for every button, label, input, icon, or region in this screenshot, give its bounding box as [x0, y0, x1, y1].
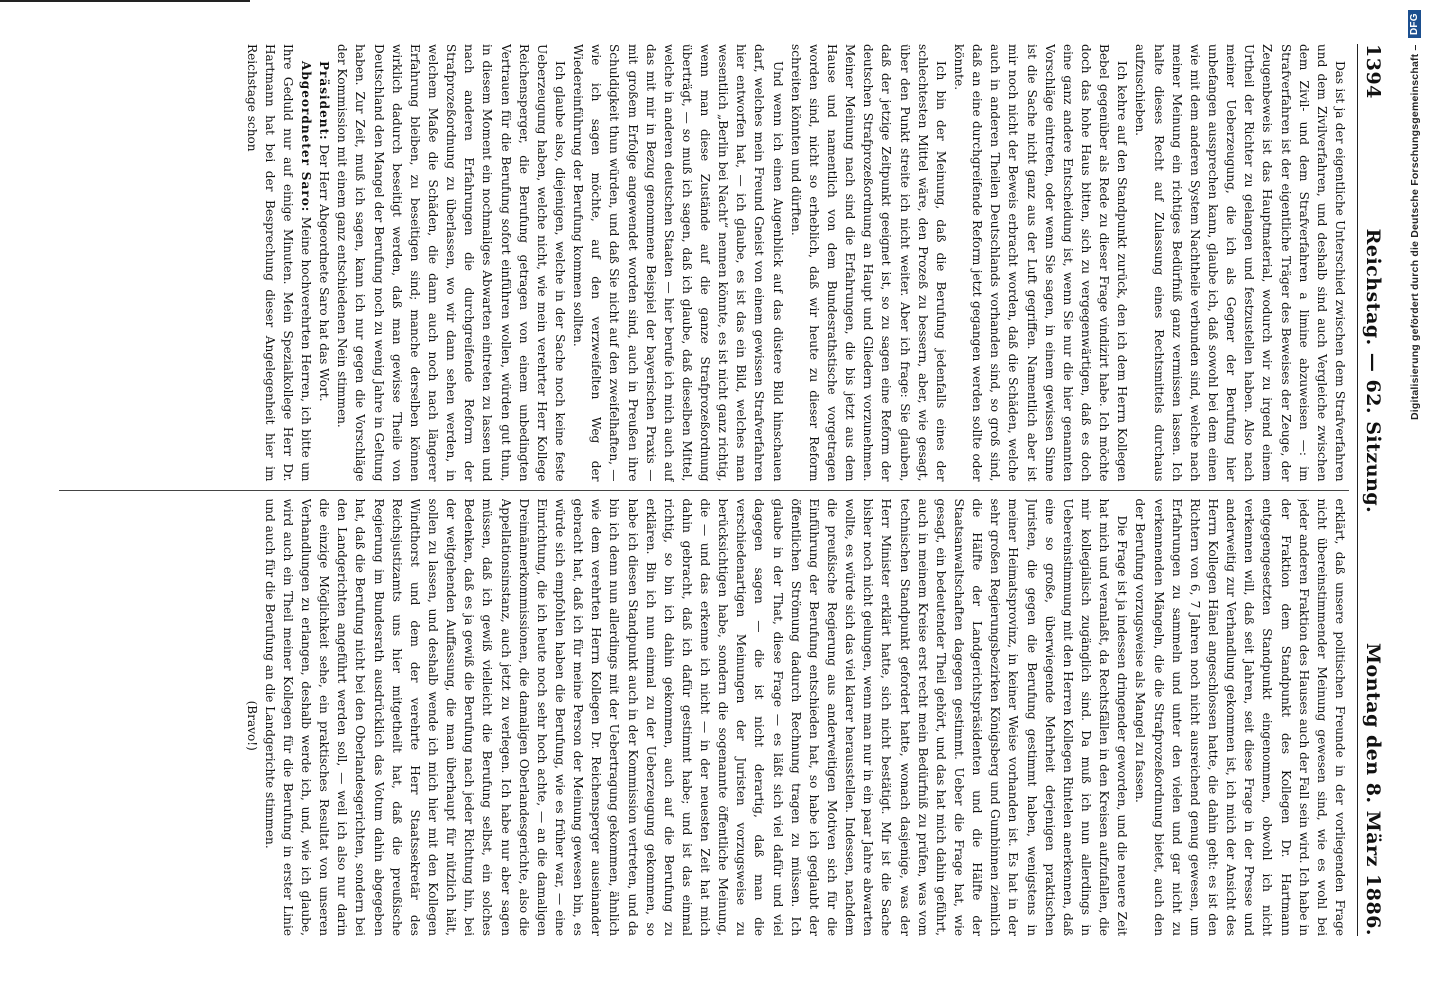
right-paragraph: erklärt, daß unsere politischen Freunde in der vorliegenden Frage nicht übereinstimmender Meinung gewesen sind, wie es wohl bei jeder anderen Fraktion des Hauses auch der Fall sein wird. Ich habe in der Fraktion dem Standpunkt des Kollegen Dr. Hartmann entgegengesetzten Standpunkt eingenommen, obwohl ich nicht verkennen will, daß seit Jahren, seit diese Frage in der Presse und anderweitig zur Verhandlung gekommen ist, ich mich der Ansicht des Herrn Kollegen Hänel angeschlossen hatte, die dahin geht: es ist den Richtern von 6, 7 Jahren noch nicht ausreichend genug gewesen, um Erfahrungen zu sammeln und unter den vielen und gar nicht zu verkennenden Mängeln, die die Strafprozeßordnung bietet, auch den der Berufung vorzugsweise als Mangel zu fassen. — [1133, 498, 1347, 936]
left-paragraph: Ich glaube also, diejenigen, welche in der Sache noch keine feste Ueberzeugung haben, welche nicht, wie mein verehrter Herr Kollege Reichensperger, die Berufung getragen von einem unbedingten Vertrauen für die Berufung sofort einführen wollen, würden gut thun, in diesem Moment ein nochmaliges Abwarten eintreten zu lassen und nach anderen Erfahrungen die durchgreifende Reform der Strafprozeßordnung zu überlassen, wo wir dann sehen werden, in welchem Maße die Schäden, die dann auch noch nach längerer Erfahrung bleiben, zu beseitigen sind; manche derselben können wirklich dadurch beseitigt werden, daß man gewisse Theile von Deutschland den Mangel der Berufung noch zu wenig Jahre in Geltung haben. Zur Zeit, muß ich sagen, kann ich nur gegen die Vorschläge der Kommission mit einem ganz entschiedenen Nein stimmen. — [335, 44, 567, 482]
left-paragraph: Ich bin der Meinung, daß die Berufung jedenfalls eines der schlechtesten Mittel wäre, den Prozeß zu bessern, aber, wie gesagt, über den Punkt streite ich nicht weiter. Aber ich frage: Sie glauben, daß der jetzige Zeitpunkt geeignet ist, so zu sagen eine Reform der deutschen Strafprozeßordnung an Haupt und Gliedern vorzunehmen. Meiner Meinung nach sind die Erfahrungen, die bis jetzt aus dem Hause und namentlich von dem Bundesrathstische vorgetragen worden sind, nicht so erheblich, daß wir heute zu dieser Reform schreiten könnten und dürften. — [788, 44, 948, 482]
speaker-paragraph — [242, 44, 315, 482]
sitting-date: Montag den 8. März 1886. — [1362, 642, 1384, 936]
dfg-logo: DFG — [1408, 10, 1421, 38]
running-head — [1357, 44, 1384, 936]
left-paragraph: Ich kehre auf den Standpunkt zurück, den ich dem Herrn Kollegen Bebel gegenüber als Rede zu dieser Frage vindizirt habe. Ich möchte doch das hohe Haus bitten, sich zu vergegenwärtigen, daß es doch eine ganz andere Entscheidung ist, wenn Sie nur die hier genannten Vorschläge eintreten, oder wenn Sie sagen, in einem gewissen Sinne ist die Sache nicht ganz aus der Luft gegriffen. Namentlich aber ist mir noch nicht der Beweis erbracht worden, daß die Schäden, welche auch in anderen Theilen Deutschlands vorhanden sind, so groß sind, daß an eine durchgreifende Reform jetzt gegangen werden sollte oder könnte. — [952, 44, 1130, 482]
president-label: Präsident: — [317, 60, 332, 141]
column-divider — [59, 490, 1349, 491]
page-number: 1394 — [1362, 44, 1384, 99]
text-columns — [59, 44, 1349, 936]
speaker-label: Abgeordneter Saro: — [298, 60, 313, 213]
digitization-credit — [1408, 10, 1430, 870]
speaker-text: Meine hochverehrten Herren, ich bitte um Ihre Geduld nur auf einige Minuten. Mein Spezialkollege Herr Dr. Hartmann hat bei der Besprechung dieser Angelegenheit hier im Reichstage schon — [244, 44, 313, 482]
right-paragraph: Die Frage ist ja indessen dringender geworden, und die neuere Zeit hat mich und veranlaßt, da Rechtsfällen in den Kreisen aufzufallen, die mir kollegialisch zugänglich sind. Da muß ich nun allerdings in Uebereinstimmung mit den Herren Kollegen Rintelen anerkennen, daß eine so große, überwiegende Mehrheit derjenigen praktischen Juristen, die gegen die Berufung gestimmt haben, wenigstens in meiner Heimatsprovinz, in keiner Weise vorhanden ist. Es hat in der sehr großen Regierungsbezirken Königsberg und Gumbinnen ziemlich die Hälfte der Landgerichtspräsidenten und die Hälfte der Staatsanwaltschaften dagegen gestimmt. Ueber die Frage hat, wie gesagt, ein bedeutender Theil gehört, und das hat mich dahin geführt, auch in meinem Kreise erst recht mein Bedürfniß zu prüfen, was vom technischen Standpunkt gefordert hatte, wonach dasjenige, was der Herr Minister erklärt hatte, sich nicht bestätigt. Mir ist die Sache bisher noch nicht gelungen, wenn man nur in ein paar Jahre abwarten wollte, es würde sich das viel klarer herausstellen. Indessen, nachdem die preußische Regierung aus anderweitigen Motiven sich für die Einführung der Berufung entschieden hat, so habe ich geglaubt der öffentlichen Strömung dadurch Rechnung tragen zu müssen. Ich glaube in der That, diese Frage — es läßt sich viel dafür und viel dagegen sagen — die ist nicht derartig, daß man die verschiedenartigen Meinungen der Juristen vorzugsweise zu berücksichtigen habe, sondern die sogenannte öffentliche Meinung, die — und das erkenne ich nicht — in der neuesten Zeit hat mich dahin gebracht, daß ich dafür gestimmt habe; und ist das einmal richtig, so bin ich dahin gekommen, auch auf die Berufung zu erklären. Bin ich nun einmal zu der Ueberzeugung gekommen, so habe ich diesen Standpunkt auch in der Kommission vertreten, und da bin ich denn nun allerdings mit der Uebertragung gekommen, ähnlich wie dem verehrten Herrn Kollegen Dr. Reichensperger auseinander gebracht hat, daß ich für meine Person der Meinung gewesen bin, es würde sich empfohlen haben die Berufung, wie es früher war, — eine Einrichtung, die ich heute noch sehr hoch achte, — an die damaligen Dreimännerkommissionen, die damaligen Oberlandesgerichte, also die Appellationsinstanz, auch jetzt zu verlegen. Ich habe nur aber sagen müssen, daß ich gewiß vielleicht die Berufung selbst, ein solches Bedenken, daß es ja gewiß die Berufung nach jeder Richtung hin, bei der weitgehenden Auffassung, die man überhaupt für nützlich hält, sollen zu lassen, und deshalb wende ich mich hier mit den Kollegen Windthorst und dem der verehrte Herr Staatssekretär des Reichsjustizamts uns hier mitgetheilt hat, daß die preußische Regierung im Bundesrath ausdrücklich das Votum dahin abgegeben hat, daß die Berufung nicht bei den Oberlandesgerichten, sondern bei den Landgerichten angeführt werden soll, — weil ich also nur darin die einzige Möglichkeit sehe, ein praktisches Resultat von unseren Verhandlungen zu erlangen, deshalb werde ich, und, wie ich glaube, wird auch ein Theil meiner Kollegen für die Berufung in erster Linie und auch für die Berufung an die Landgerichte stimmen. — [262, 498, 1130, 936]
left-paragraph: Und wenn ich einen Augenblick auf das düstere Bild hinschauen darf, welches mein Freund Gneist von einem gewissen Strafverfahren hier entworfen hat, — ich glaube, es ist das ein Bild, welches man wesentlich „Berlin bei Nacht“ nennen könnte, es ist nicht ganz richtig, wenn man diese Zustände auf die ganze Strafprozeßordnung überträgt, — so muß ich sagen, daß ich glaube, daß dieselben Mittel, welche in anderen deutschen Staaten — hier berufe ich mich auch auf das mit mir in Bezug genommene Beispiel der bayerischen Praxis — mit großem Erfolge angewendet worden sind, auch in Preußen ihre Schuldigkeit thun würden, und daß Sie nicht auf den zweifelhaften, — wie ich sagen möchte, auf den verzweifelten Weg der Wiedereinführung der Berufung kommen sollten. — [571, 44, 785, 482]
left-paragraph: Das ist ja der eigentliche Unterschied zwischen dem Strafverfahren und dem Zivilverfahren, und deshalb sind auch Vergleiche zwischen dem Zivil- und dem Strafverfahren a limine abzuweisen —: im Strafverfahren ist der eigentliche Träger des Beweises der Zeuge, der Zeugenbeweis ist das Hauptmaterial, wodurch wir zu irgend einem Urtheil der Richter zu gelangen und festzustellen haben. Also nach meiner Ueberzeugung, die ich als Gegner der Berufung hier unbefangen aussprechen kann, glaube ich, daß sowohl bei dem einen wie mit dem anderen System Nachtheile verbunden sind, welche nach meiner Meinung ein richtiges Bedürfniß ganz vermissen lassen. Ich halte dieses Recht auf Zulassung eines Rechtsmittels durchaus aufzuschieben. — [1133, 44, 1347, 482]
president-text: Der Herr Abgeordnete Saro hat das Wort. — [317, 144, 332, 402]
president-line — [315, 44, 333, 482]
session-title: Reichstag. — 62. Sitzung. — [1362, 228, 1384, 514]
scanned-page-frame — [30, 30, 1390, 950]
left-column — [59, 44, 1349, 482]
credit-text: Digitalisierung gefördert durch die Deutsche Forschungsgemeinschaft – — [1409, 44, 1421, 421]
right-column — [59, 499, 1349, 937]
rotated-print-page — [30, 30, 1390, 950]
applause-note: (Bravo!) — [244, 700, 259, 751]
top-left-rule — [0, 0, 250, 2]
